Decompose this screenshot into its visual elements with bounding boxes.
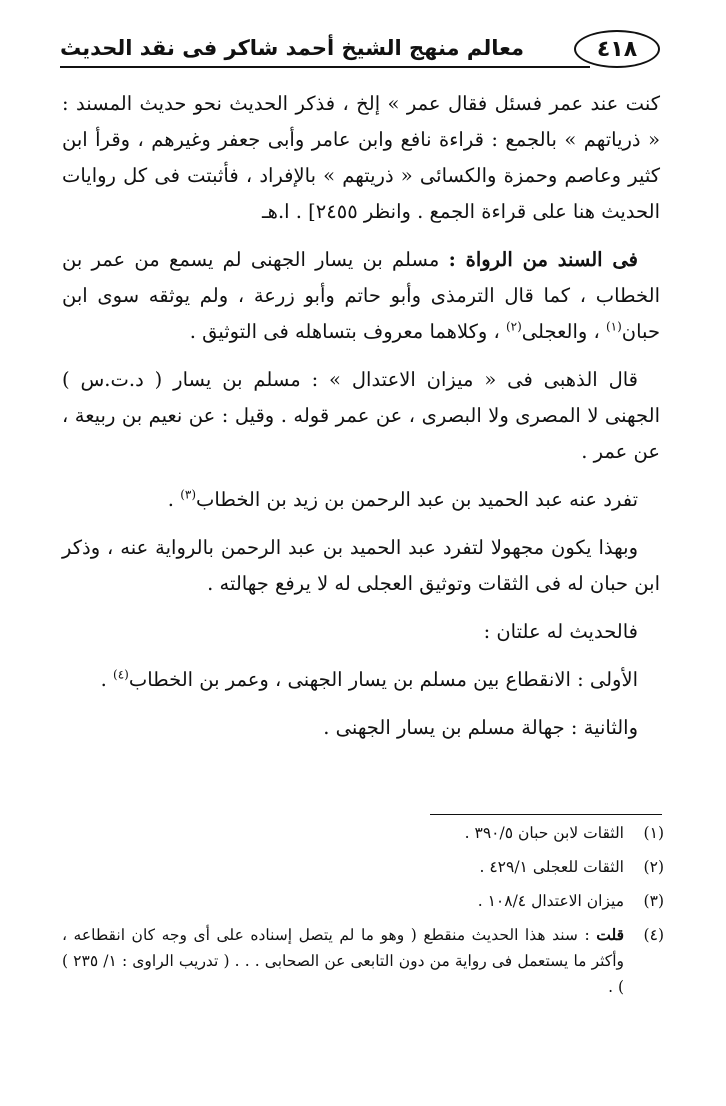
footnote-item — [62, 888, 664, 914]
paragraph-two-defects: فالحديث له علتان : — [483, 620, 638, 643]
footnote-ref-3[interactable]: (٣) — [180, 487, 197, 502]
paragraph-majhul: وبهذا يكون مجهولا لتفرد عبد الحميد بن عبد الرحمن بالرواية عنه ، وذكر ابن حبان له فى الثقات وتوثيق العجلى له لا يرفع جهالته . — [62, 536, 660, 595]
paragraph-quote-continuation: كنت عند عمر فسئل فقال عمر » إلخ ، فذكر الحديث نحو حديث المسند : « ذرياتهم » بالجمع : قراءة نافع وابن عامر وأبى جعفر وغيرهم ، وقرأ ابن كثير وعاصم وحمزة والكسائى « ذريتهم » بالإفراد ، فأثبتت فى كل روايات الحديث هنا على قراءة الجمع . وانظر ٢٤٥٥] . ا.هـ — [62, 92, 660, 223]
footnotes — [62, 820, 664, 1008]
page-number: ٤١٨ — [574, 30, 660, 68]
page-header — [60, 30, 660, 70]
footnote-divider — [430, 814, 662, 815]
paragraph-tafarrud — [62, 482, 660, 518]
section-label: فى السند من الرواة : — [448, 248, 638, 271]
paragraph-second-defect: والثانية : جهالة مسلم بن يسار الجهنى . — [323, 716, 638, 739]
running-title: معالم منهج الشيخ أحمد شاكر فى نقد الحديث — [60, 36, 524, 60]
footnote-ref-2[interactable]: (٢) — [505, 319, 522, 334]
paragraph-dhahabi: قال الذهبى فى « ميزان الاعتدال » : مسلم بن يسار ( د.ت.س ) الجهنى لا المصرى ولا البصرى ، عن عمر قوله . وقيل : عن نعيم بن ربيعة ، عن عمر . — [62, 368, 660, 463]
paragraph-text: . — [167, 488, 181, 511]
footnote-item — [62, 820, 664, 846]
paragraph-narrators — [62, 242, 660, 350]
footnote-text: ميزان الاعتدال ١٠٨/٤ . — [477, 892, 624, 910]
paragraph-text: ، والعجلى — [521, 320, 606, 343]
footnote-number: (٣) — [643, 892, 664, 910]
footnote-text: الثقات للعجلى ٤٢٩/١ . — [479, 858, 624, 876]
footnote-item — [62, 922, 664, 1000]
header-divider — [60, 66, 590, 68]
paragraph-text: تفرد عنه عبد الحميد بن عبد الرحمن بن زيد بن الخطاب — [196, 488, 638, 511]
paragraph-text: الأولى : الانقطاع بين مسلم بن يسار الجهنى ، وعمر بن الخطاب — [128, 668, 638, 691]
paragraph-first-defect — [62, 662, 660, 698]
paragraph-text: ، وكلاهما معروف بتساهله فى التوثيق . — [189, 320, 506, 343]
footnote-ref-4[interactable]: (٤) — [113, 667, 129, 682]
footnote-item — [62, 854, 664, 880]
paragraph-text: . — [100, 668, 114, 691]
main-text — [62, 86, 660, 758]
footnote-text: الثقات لابن حبان ٣٩٠/٥ . — [464, 824, 624, 842]
footnote-body: : سند هذا الحديث منقطع ( وهو ما لم يتصل إسناده على أى وجه كان انقطاعه ، وأكثر ما يستعمل فى رواية من دون التابعى عن الصحابى . . . ( تدريب الراوى : ١/ ٢٣٥ ) ) . — [62, 926, 624, 996]
footnote-text — [62, 922, 624, 1000]
footnote-ref-1[interactable]: (١) — [605, 319, 622, 334]
footnote-number: (٤) — [643, 926, 664, 944]
footnote-number: (١) — [643, 824, 664, 842]
footnote-label: قلت — [596, 925, 624, 944]
paragraph-text: مسلم بن يسار الجهنى لم يسمع من عمر بن الخطاب ، كما قال الترمذى وأبو حاتم وأبو زرعة ، ولم يوثقه سوى ابن حبان — [62, 248, 660, 343]
footnote-number: (٢) — [643, 858, 664, 876]
